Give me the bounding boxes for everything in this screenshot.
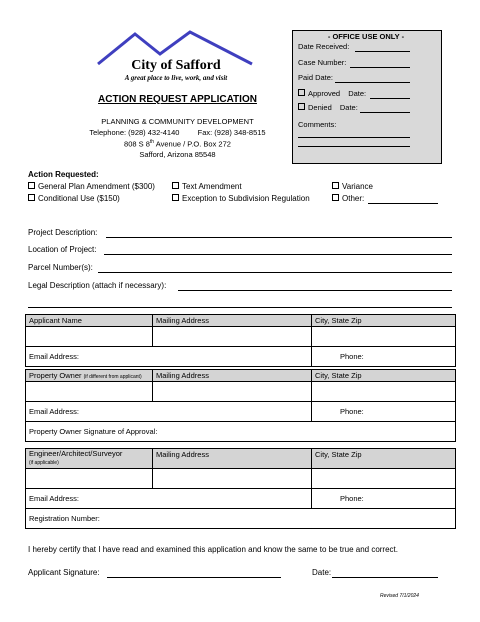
applicant-name-field[interactable] xyxy=(26,327,153,347)
denied-date-field[interactable] xyxy=(360,112,410,113)
approved-date-field[interactable] xyxy=(370,98,410,99)
applicant-signature-field[interactable] xyxy=(107,577,281,578)
checkbox[interactable] xyxy=(28,182,35,189)
engineer-city-header: City, State Zip xyxy=(312,449,456,469)
signature-date-field[interactable] xyxy=(332,577,438,578)
applicant-mailing-field[interactable] xyxy=(153,327,312,347)
approved-checkbox[interactable] xyxy=(298,89,305,96)
paid-date-field[interactable] xyxy=(335,82,410,83)
page-title: ACTION REQUEST APPLICATION xyxy=(98,94,257,105)
revision-date: Revised 7/1/2024 xyxy=(380,593,419,599)
engineer-phone-field[interactable]: Phone: xyxy=(312,489,456,509)
applicant-table xyxy=(25,314,456,367)
applicant-city-header: City, State Zip xyxy=(312,315,456,327)
signature-date-label: Date: xyxy=(312,568,332,577)
engineer-name-field[interactable] xyxy=(26,469,153,489)
action-heading: Action Requested: xyxy=(28,170,99,179)
option-text-amendment[interactable]: Text Amendment xyxy=(172,182,242,191)
applicant-city-field[interactable] xyxy=(312,327,456,347)
owner-table xyxy=(25,369,456,442)
legal-description-line-2[interactable] xyxy=(28,307,452,308)
street-address: 808 S 8th Avenue / P.O. Box 272 xyxy=(124,139,231,149)
option-variance[interactable]: Variance xyxy=(332,182,373,191)
legal-description-label: Legal Description (attach if necessary): xyxy=(28,281,167,290)
office-use-title: - OFFICE USE ONLY - xyxy=(327,32,405,41)
case-number-label: Case Number: xyxy=(298,58,347,67)
project-description-field[interactable] xyxy=(106,237,452,238)
owner-signature-field[interactable]: Property Owner Signature of Approval: xyxy=(26,422,456,442)
comments-line-1[interactable] xyxy=(298,137,410,138)
owner-mailing-field[interactable] xyxy=(153,382,312,402)
checkbox[interactable] xyxy=(28,194,35,201)
city-tagline: A great place to live, work, and visit xyxy=(124,74,228,82)
approved-row: Approved Date: xyxy=(298,89,366,98)
fax: Fax: (928) 348-8515 xyxy=(197,128,266,137)
checkbox[interactable] xyxy=(172,194,179,201)
applicant-phone-field[interactable]: Phone: xyxy=(312,347,456,367)
owner-name-field[interactable] xyxy=(26,382,153,402)
option-exception-subdivision[interactable]: Exception to Subdivision Regulation xyxy=(172,194,310,203)
owner-city-header: City, State Zip xyxy=(312,370,456,382)
owner-city-field[interactable] xyxy=(312,382,456,402)
checkbox[interactable] xyxy=(172,182,179,189)
legal-description-field[interactable] xyxy=(178,290,452,291)
department-name: PLANNING & COMMUNITY DEVELOPMENT xyxy=(101,117,254,126)
engineer-email-field[interactable]: Email Address: xyxy=(26,489,312,509)
engineer-header: Engineer/Architect/Surveyor (if applicable) xyxy=(26,449,153,469)
comments-line-2[interactable] xyxy=(298,146,410,147)
applicant-signature-label: Applicant Signature: xyxy=(28,568,100,577)
engineer-city-field[interactable] xyxy=(312,469,456,489)
parcel-number-field[interactable] xyxy=(98,272,452,273)
other-field[interactable] xyxy=(368,203,438,204)
date-received-field[interactable] xyxy=(355,51,410,52)
checkbox[interactable] xyxy=(332,182,339,189)
parcel-number-label: Parcel Number(s): xyxy=(28,263,93,272)
applicant-email-field[interactable]: Email Address: xyxy=(26,347,312,367)
engineer-mailing-header: Mailing Address xyxy=(153,449,312,469)
owner-email-field[interactable]: Email Address: xyxy=(26,402,312,422)
engineer-mailing-field[interactable] xyxy=(153,469,312,489)
checkbox[interactable] xyxy=(332,194,339,201)
owner-phone-field[interactable]: Phone: xyxy=(312,402,456,422)
city-state-zip: Safford, Arizona 85548 xyxy=(139,150,216,159)
project-location-label: Location of Project: xyxy=(28,245,97,254)
denied-row: Denied Date: xyxy=(298,103,358,112)
applicant-name-header: Applicant Name xyxy=(26,315,153,327)
project-description-label: Project Description: xyxy=(28,228,98,237)
case-number-field[interactable] xyxy=(350,67,410,68)
owner-header: Property Owner (if different from applicant) xyxy=(26,370,153,382)
registration-number-field[interactable]: Registration Number: xyxy=(26,509,456,529)
option-conditional-use[interactable]: Conditional Use ($150) xyxy=(28,194,120,203)
option-general-plan[interactable]: General Plan Amendment ($300) xyxy=(28,182,155,191)
owner-mailing-header: Mailing Address xyxy=(153,370,312,382)
date-received-label: Date Received: xyxy=(298,42,350,51)
applicant-mailing-header: Mailing Address xyxy=(153,315,312,327)
denied-checkbox[interactable] xyxy=(298,103,305,110)
city-name: City of Safford xyxy=(131,58,221,73)
certification-statement: I hereby certify that I have read and examined this application and know the same to be true and correct. xyxy=(28,545,398,554)
option-other[interactable]: Other: xyxy=(332,194,364,203)
engineer-table xyxy=(25,448,456,529)
project-location-field[interactable] xyxy=(104,254,452,255)
comments-label: Comments: xyxy=(298,120,337,129)
paid-date-label: Paid Date: xyxy=(298,73,334,82)
telephone: Telephone: (928) 432-4140 xyxy=(89,128,180,137)
contact-line xyxy=(70,128,285,137)
